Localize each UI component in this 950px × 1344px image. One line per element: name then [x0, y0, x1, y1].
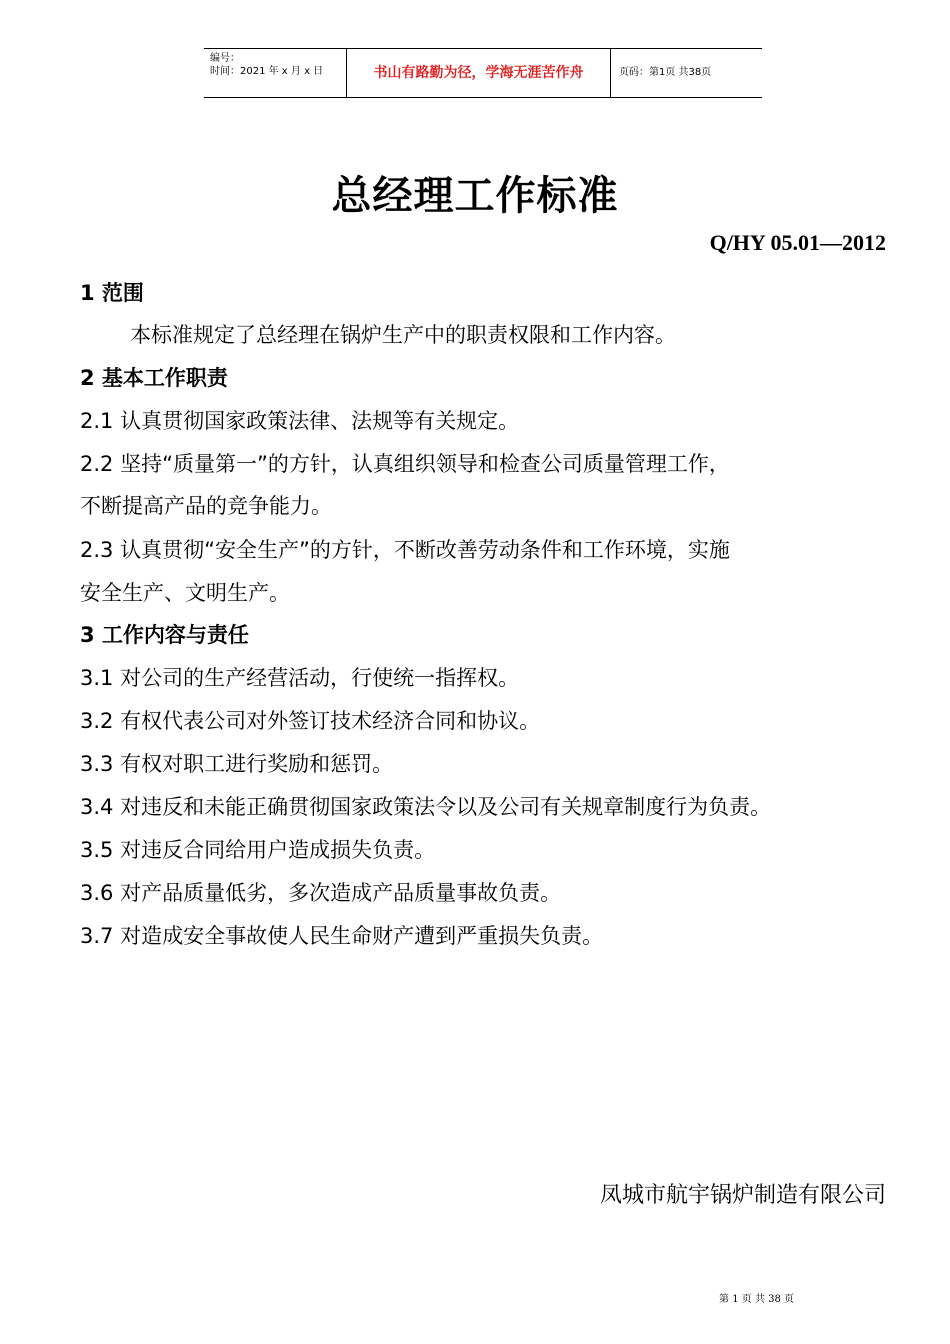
company-name: 凤城市航宇锅炉制造有限公司	[599, 1183, 886, 1208]
header-motto: 书山有路勤为径，学海无涯苦作舟	[346, 49, 611, 97]
section-heading-duties: 2 基本工作职责	[80, 366, 228, 390]
clause-3-6: 3.6 对产品质量低劣，多次造成产品质量事故负责。	[80, 881, 562, 905]
clause-3-4: 3.4 对违反和未能正确贯彻国家政策法令以及公司有关规章制度行为负责。	[80, 795, 772, 819]
clause-2-3-cont: 安全生产、文明生产。	[80, 581, 290, 605]
clause-3-2: 3.2 有权代表公司对外签订技术经济合同和协议。	[80, 709, 541, 733]
header-meta	[204, 49, 346, 97]
header-page-info: 页码：第1页 共38页	[619, 67, 712, 78]
clause-2-1: 2.1 认真贯彻国家政策法律、法规等有关规定。	[80, 409, 520, 433]
section-heading-content: 3 工作内容与责任	[80, 623, 249, 647]
document-title: 总经理工作标准	[331, 173, 619, 219]
clause-2-2: 2.2 坚持“质量第一”的方针，认真组织领导和检查公司质量管理工作，	[80, 452, 730, 476]
paragraph: 本标准规定了总经理在锅炉生产中的职责权限和工作内容。	[130, 323, 676, 347]
date-label: 时间：2021 年 x 月 x 日	[210, 66, 324, 77]
section-heading-scope: 1 范围	[80, 281, 144, 305]
page-footer: 第 1 页 共 38 页	[719, 1294, 794, 1305]
clause-3-5: 3.5 对违反合同给用户造成损失负责。	[80, 838, 436, 862]
clause-3-1: 3.1 对公司的生产经营活动，行使统一指挥权。	[80, 666, 520, 690]
clause-2-3: 2.3 认真贯彻“安全生产”的方针，不断改善劳动条件和工作环境，实施	[80, 538, 730, 562]
document-code: Q/HY 05.01—2012	[709, 230, 886, 255]
header-table	[204, 48, 762, 98]
number-label: 编号：	[210, 53, 240, 64]
clause-2-2-cont: 不断提高产品的竞争能力。	[80, 494, 332, 518]
clause-3-3: 3.3 有权对职工进行奖励和惩罚。	[80, 752, 394, 776]
clause-3-7: 3.7 对造成安全事故使人民生命财产遭到严重损失负责。	[80, 924, 604, 948]
